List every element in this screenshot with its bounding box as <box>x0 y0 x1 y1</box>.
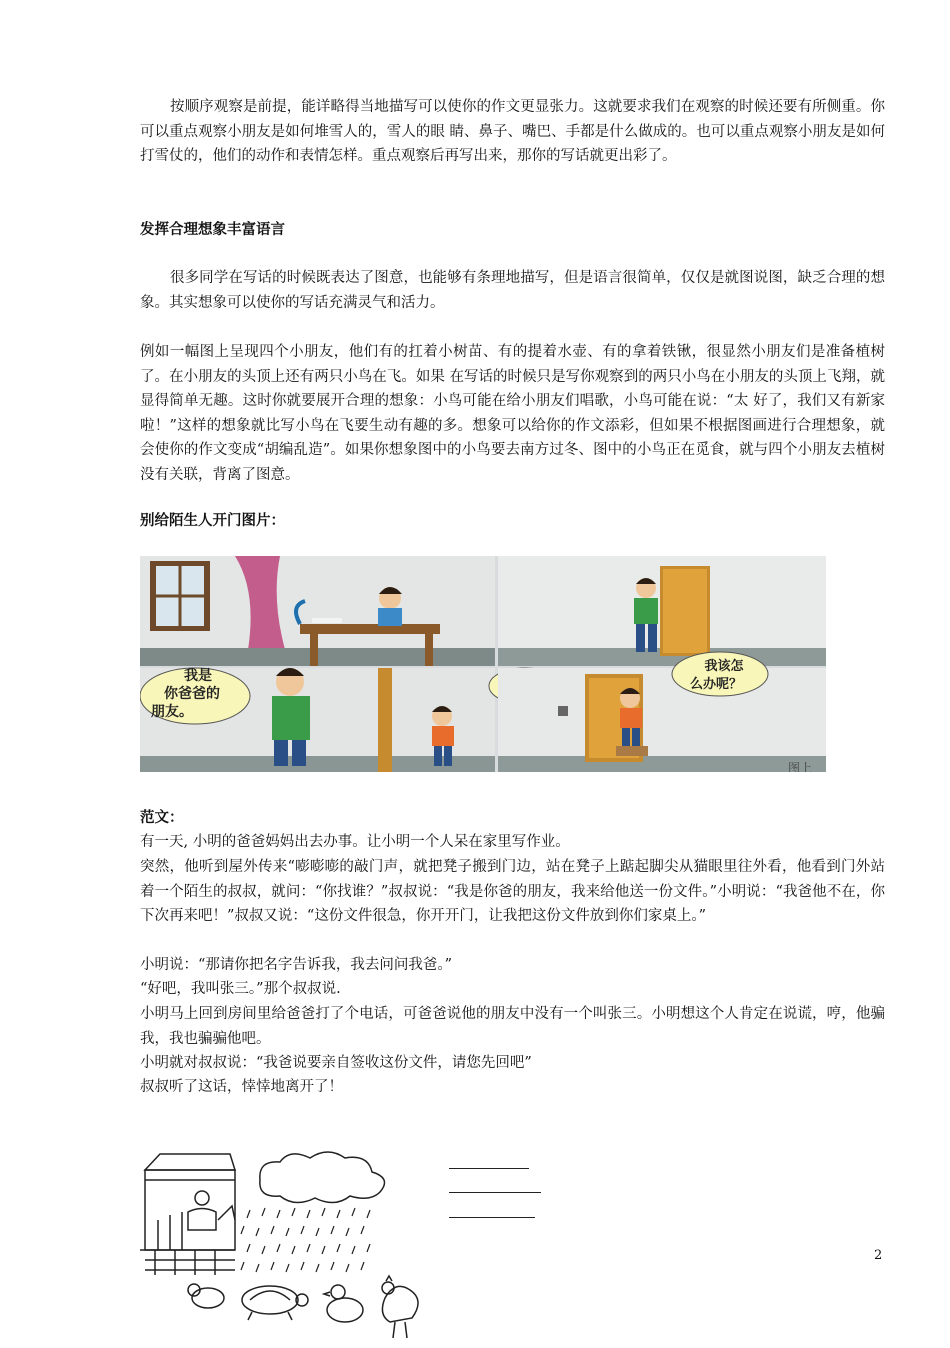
heading-imagination: 发挥合理想象丰富语言 <box>140 222 285 238</box>
bubble-what-line2: 么办呢？ <box>689 677 743 692</box>
answer-blank-3[interactable] <box>449 1217 535 1218</box>
answer-blank-1[interactable] <box>449 1168 529 1169</box>
essay-line-6: 小明就对叔叔说：“我爸说要亲自签收这份文件，请您先回吧” <box>140 1055 532 1071</box>
essay-line-2: 突然，他听到屋外传来“嘭嘭嘭的敲门声，就把凳子搬到门边，站在凳子上踮起脚尖从猫眼里往外看，他看到门外站着一个陌生的叔叔，就问：“你找谁？”叔叔说：“我是你爸的朋友，我来给他送一份文件。”小明说：“我爸他不在，你下次再来吧！”叔叔又说：“这份文件很急，你开开门，让我把这份文件放到你们家桌上。” <box>140 859 885 924</box>
bubble-friend-line1: 我是 <box>184 668 212 684</box>
essay-line-4: “好吧，我叫张三。”那个叔叔说. <box>140 981 341 997</box>
bubble-friend-line2: 你爸爸的 <box>164 686 220 702</box>
paragraph-example: 例如一幅图上呈现四个小朋友，他们有的扛着小树苗、有的提着水壶、有的拿着铁锹，很显然小朋友们是准备植树了。在小朋友的头顶上还有两只小鸟在飞。如果 在写话的时候只是写你观察到的两只小鸟在小朋友的头顶上飞翔，就显得简单无趣。这时你就要展开合理的想象：小鸟可能在给小朋友们唱歌，小鸟可能在说：“太 好了，我们又有新家啦！”这样的想象就比写小鸟在飞要生动有趣的多。想象可以给你的作文添彩，但如果不根据图画进行合理想象，就会使你的作文变成“胡编乱造”。如果你想象图中的小鸟要去南方过冬、图中的小鸟正在觅食，就与四个小朋友去植树没有关联，背离了图意。 <box>140 344 885 483</box>
comic-caption: 图上 <box>788 761 813 772</box>
paragraph-observation: 按顺序观察是前提，能详略得当地描写可以使你的作文更显张力。这就要求我们在观察的时候还要有所侧重。你可以重点观察小朋友是如何堆雪人的，雪人的眼 睛、鼻子、嘴巴、手都是什么做成的。也可以重点观察小朋友是如何打雪仗的，他们的动作和表情怎样。重点观察后再写出来，那你的写话就更出彩了。 <box>140 99 885 164</box>
heading-sample-essay: 范文： <box>140 810 184 826</box>
bubble-friend-line3: 朋友。 <box>151 704 193 720</box>
heading-stranger-picture: 别给陌生人开门图片： <box>140 513 285 529</box>
page-number: 2 <box>874 1248 883 1263</box>
essay-line-5: 小明马上回到房间里给爸爸打了个电话，可爸爸说他的朋友中没有一个叫张三。小明想这个人肯定在说谎，哼，他骗我，我也骗骗他吧。 <box>140 1006 885 1047</box>
rain-sketch-illustration <box>140 1150 440 1344</box>
answer-blank-2[interactable] <box>449 1192 541 1193</box>
essay-line-1: 有一天, 小明的爸爸妈妈出去办事。让小明一个人呆在家里写作业。 <box>140 834 570 850</box>
bubble-what-line1: 我该怎 <box>704 659 744 674</box>
essay-line-7: 叔叔听了这话，悻悻地离开了！ <box>140 1079 343 1095</box>
comic-illustration <box>140 556 826 772</box>
paragraph-imagination-intro: 很多同学在写话的时候既表达了图意，也能够有条理地描写，但是语言很简单，仅仅是就图说图，缺乏合理的想象。其实想象可以使你的写话充满灵气和活力。 <box>140 270 885 311</box>
essay-line-3: 小明说：“那请你把名字告诉我，我去问问我爸。” <box>140 957 453 973</box>
